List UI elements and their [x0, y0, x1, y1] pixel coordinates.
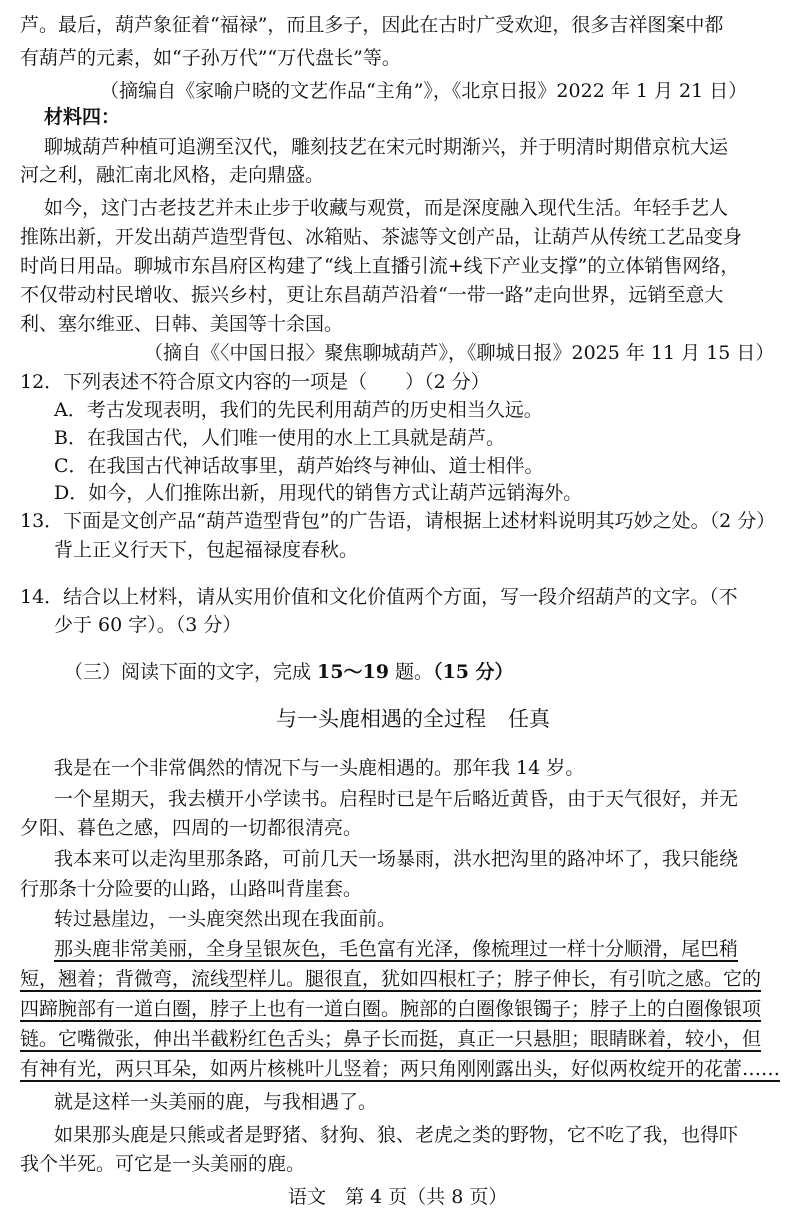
- section-heading: （三）阅读下面的文字，完成 15～19 题。（15 分）: [64, 661, 514, 683]
- text-line: 利、塞尔维亚、日韩、美国等十余国。: [20, 313, 344, 335]
- ad-slogan: 背上正义行天下，包起福禄度春秋。: [54, 539, 359, 561]
- page-footer: 语文 第 4 页（共 8 页）: [288, 1186, 508, 1208]
- text-line: 就是这样一头美丽的鹿，与我相遇了。: [54, 1091, 378, 1113]
- underlined-line: 那头鹿非常美丽，全身呈银灰色，毛色富有光泽，像梳理过一样十分顺滑，尾巴稍: [54, 938, 739, 960]
- material-heading: 材料四：: [44, 106, 121, 128]
- text-line: 行那条十分险要的山路，山路叫背崖套。: [20, 878, 363, 900]
- story-title: 与一头鹿相遇的全过程: [276, 707, 486, 731]
- question-12-stem: 12．下列表述不符合原文内容的一项是（ ）（2 分）: [20, 371, 490, 393]
- text-line: 我本来可以走沟里那条路，可前几天一场暴雨，洪水把沟里的路冲坏了，我只能绕: [54, 848, 739, 870]
- text-line: 芦。最后，葫芦象征着“福禄”，而且多子，因此在古时广受欢迎，很多吉祥图案中都: [20, 14, 724, 36]
- text-line: 一个星期天，我去横开小学读书。启程时已是午后略近黄昏，由于天气很好，并无: [54, 788, 739, 810]
- question-13-stem: 13．下面是文创产品“葫芦造型背包”的广告语，请根据上述材料说明其巧妙之处。（2 分）: [20, 510, 776, 532]
- option-b: B．在我国古代，人们唯一使用的水上工具就是葫芦。: [54, 427, 505, 449]
- option-a: A．考古发现表明，我们的先民利用葫芦的历史相当久远。: [54, 399, 543, 421]
- text-line: 聊城葫芦种植可追溯至汉代，雕刻技艺在宋元时期渐兴，并于明清时期借京杭大运: [44, 136, 729, 158]
- text-line: 时尚日用品。聊城市东昌府区构建了“线上直播引流+线下产业支撑”的立体销售网络，: [20, 255, 740, 277]
- text-line: 转过悬崖边，一头鹿突然出现在我面前。: [54, 908, 397, 930]
- text-line: 如今，这门古老技艺并未止步于收藏与观赏，而是深度融入现代生活。年轻手艺人: [44, 197, 729, 219]
- question-14-stem: 14．结合以上材料，请从实用价值和文化价值两个方面，写一段介绍葫芦的文字。（不: [20, 586, 738, 608]
- option-d: D．如今，人们推陈出新，用现代的销售方式让葫芦远销海外。: [54, 482, 583, 504]
- underlined-line: 链。它嘴微张，伸出半截粉红色舌头；鼻子长而挺，真正一只悬胆；眼睛眯着，较小，但: [20, 1028, 762, 1050]
- story-author: 任真: [508, 707, 550, 731]
- text-line: 有葫芦的元素，如“子孙万代”“万代盘长”等。: [20, 47, 401, 69]
- underlined-line: 有神有光，两只耳朵，如两片核桃叶儿竖着；两只角刚刚露出头，好似两枚绽开的花蕾……: [20, 1058, 781, 1080]
- underlined-line: 短，翘着；背微弯，流线型样儿。腿很直，犹如四根杠子；脖子伸长，有引吭之感。它的: [20, 968, 762, 990]
- source-citation: （摘自《〈中国日报〉聚焦聊城葫芦》，《聊城日报》2025 年 11 月 15 日）: [144, 342, 775, 364]
- underlined-line: 四蹄腕部有一道白圈，脖子上也有一道白圈。腕部的白圈像银镯子；脖子上的白圈像银项: [20, 998, 762, 1020]
- text-line: 如果那头鹿是只熊或者是野猪、豺狗、狼、老虎之类的野物，它不吃了我，也得吓: [54, 1124, 739, 1146]
- text-line: 我是在一个非常偶然的情况下与一头鹿相遇的。那年我 14 岁。: [54, 757, 585, 779]
- text-line: 河之利，融汇南北风格，走向鼎盛。: [20, 164, 325, 186]
- question-14-stem-cont: 少于 60 字）。（3 分）: [54, 614, 242, 636]
- source-citation: （摘编自《家喻户晓的文艺作品“主角”》，《北京日报》2022 年 1 月 21 日）: [100, 80, 748, 102]
- text-line: 推陈出新，开发出葫芦造型背包、冰箱贴、茶滤等文创产品，让葫芦从传统工艺品变身: [20, 226, 743, 248]
- option-c: C．在我国古代神话故事里，葫芦始终与神仙、道士相伴。: [54, 455, 544, 477]
- text-line: 夕阳、暮色之感，四周的一切都很清亮。: [20, 817, 363, 839]
- text-line: 我个半死。可它是一头美丽的鹿。: [20, 1153, 306, 1175]
- story-title-line: [276, 706, 800, 732]
- text-line: 不仅带动村民增收、振兴乡村，更让东昌葫芦沿着“一带一路”走向世界，远销至意大: [20, 284, 724, 306]
